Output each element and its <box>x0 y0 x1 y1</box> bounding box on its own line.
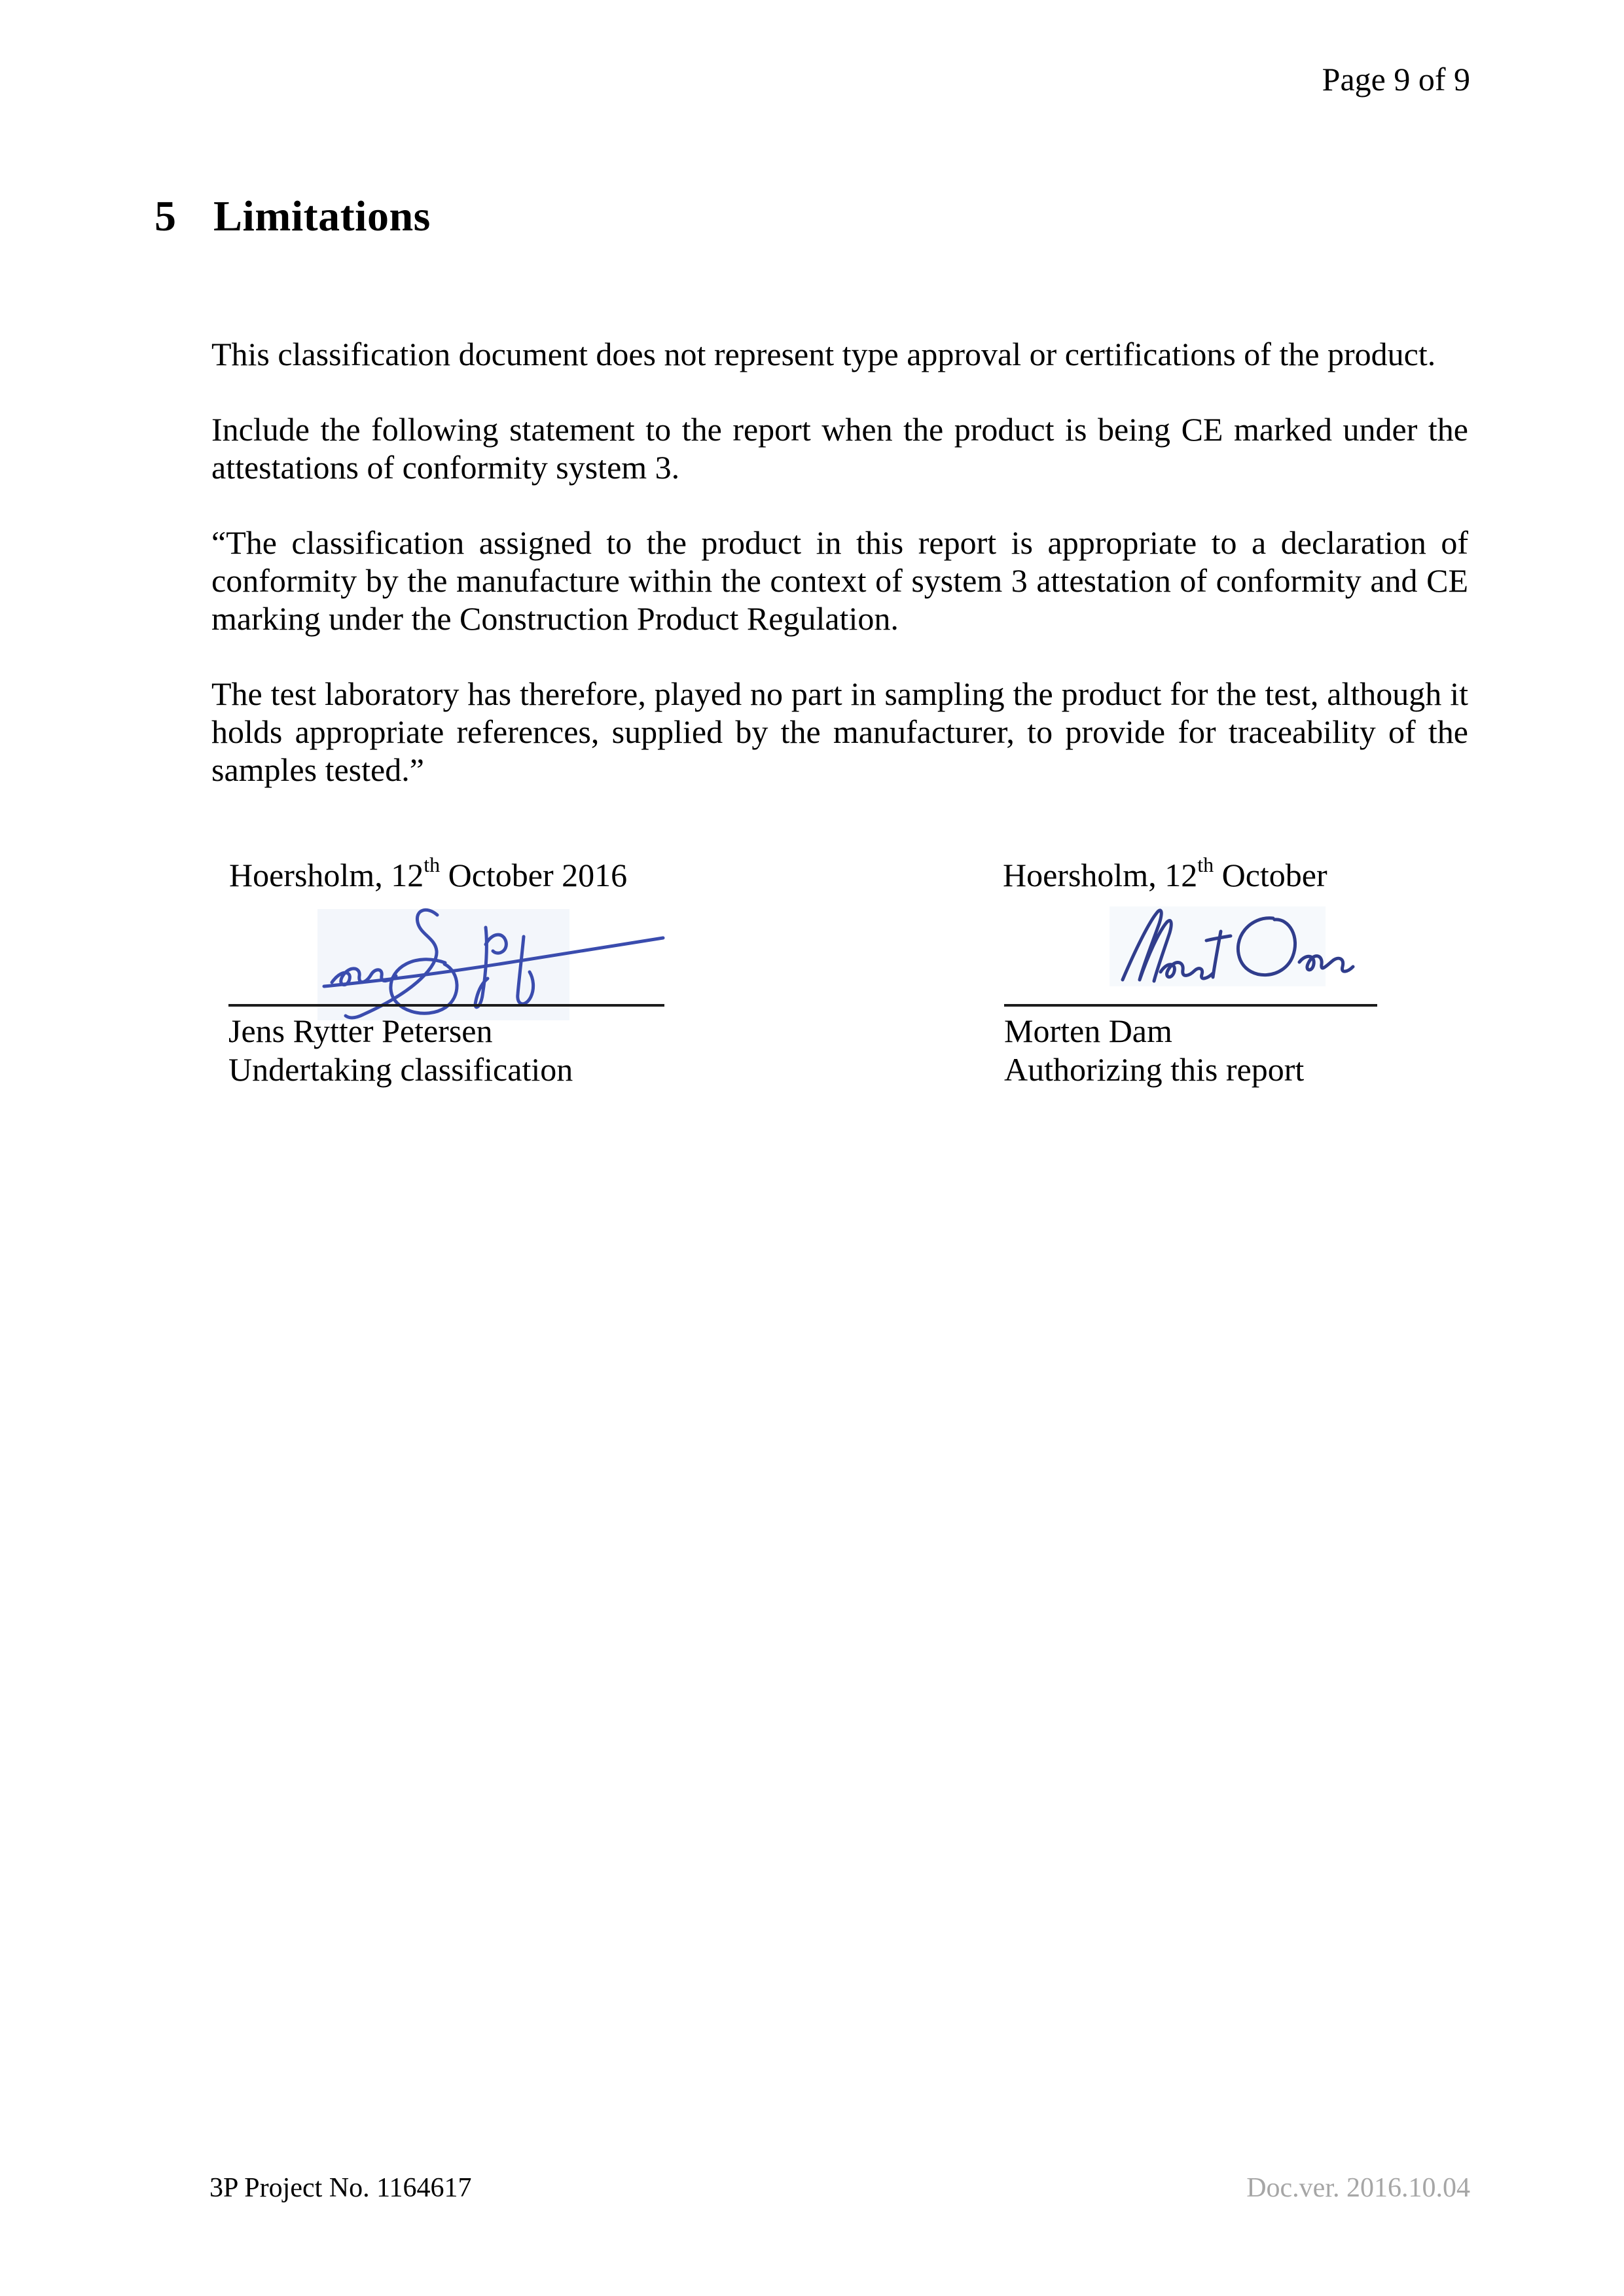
paragraph-4: The test laboratory has therefore, played no part in sampling the product for the test, although it holds appropriate references, supplied by the manufacturer, to provide for traceability of the samples tested.” <box>211 675 1468 788</box>
signature-line-right <box>1004 1004 1377 1007</box>
place-date-right <box>1003 853 1327 894</box>
signatory-right <box>1004 1012 1304 1089</box>
body-text <box>211 335 1468 826</box>
paragraph-3: “The classification assigned to the product in this report is appropriate to a declaration of conformity by the manufacture within the context of system 3 attestation of conformity and CE marking under the Construction Product Regulation. <box>211 524 1468 637</box>
place-date-right-text: Hoersholm, 12 <box>1003 857 1198 893</box>
section-number: 5 <box>154 192 177 240</box>
footer-project-number: 3P Project No. 1164617 <box>209 2173 472 2203</box>
signatory-left-role: Undertaking classification <box>228 1051 573 1088</box>
place-date-left-text: Hoersholm, 12 <box>229 857 424 893</box>
place-date-right-suffix: October <box>1214 857 1327 893</box>
signatory-right-role: Authorizing this report <box>1004 1051 1305 1088</box>
signature-morten-dam-ink <box>1083 906 1384 992</box>
paragraph-1: This classification document does not represent type approval or certifications of the product. <box>211 336 1436 372</box>
place-date-right-ordinal: th <box>1197 853 1214 876</box>
signatory-right-name: Morten Dam <box>1004 1013 1172 1049</box>
place-date-left-suffix: October 2016 <box>440 857 628 893</box>
signatory-left-name: Jens Rytter Petersen <box>228 1013 493 1049</box>
signatory-left <box>228 1012 573 1089</box>
place-date-left-ordinal: th <box>424 853 441 876</box>
place-date-left <box>229 853 628 894</box>
signature-line-left <box>228 1004 664 1007</box>
paragraph-2: Include the following statement to the report when the product is being CE marked under the attestations of conformity system 3. <box>211 411 1468 486</box>
section-heading <box>154 192 431 241</box>
section-title: Limitations <box>213 192 431 240</box>
footer-doc-version: Doc.ver. 2016.10.04 <box>1246 2173 1470 2203</box>
page-number: Page 9 of 9 <box>1322 61 1470 98</box>
